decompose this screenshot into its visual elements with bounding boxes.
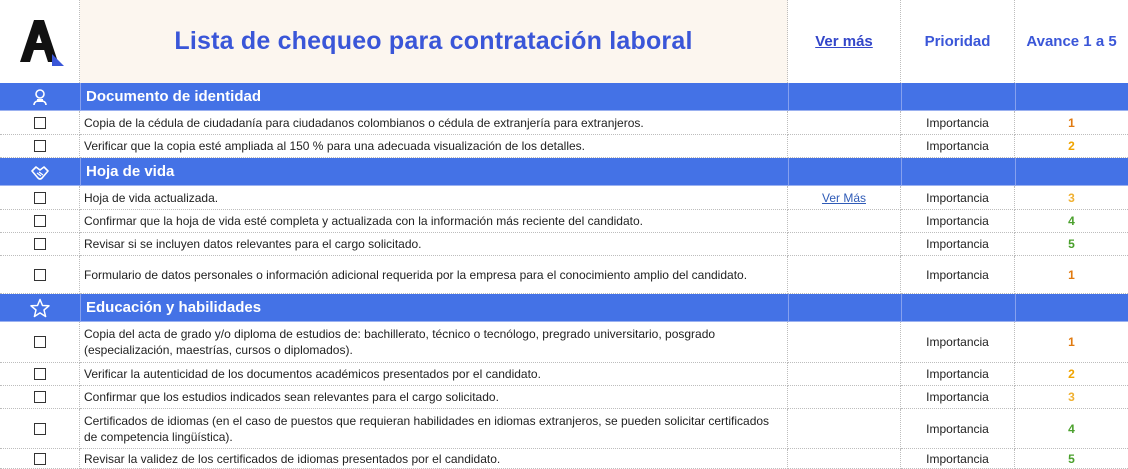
item-text: Revisar la validez de los certificados de idiomas presentados por el candidato. — [84, 451, 501, 466]
section-icon-cell — [0, 294, 80, 322]
prioridad-header: Prioridad — [924, 33, 991, 50]
item-checkbox[interactable] — [34, 117, 46, 129]
ver-mas-link[interactable]: Ver Más — [821, 190, 866, 205]
list-item — [0, 210, 1128, 233]
logo-a-icon — [10, 12, 70, 72]
section-title: Documento de identidad — [86, 88, 262, 105]
progress-level: 4 — [1068, 214, 1075, 228]
avance-header: Avance 1 a 5 — [1026, 33, 1117, 50]
progress-level: 3 — [1068, 390, 1075, 404]
progress-level: 1 — [1068, 335, 1075, 349]
priority-text: Importancia — [926, 335, 989, 349]
progress-level: 5 — [1068, 451, 1075, 466]
item-text: Confirmar que la hoja de vida esté completa y actualizada con la información más reciente del candidato. — [84, 214, 643, 228]
ver-mas-header-link[interactable]: Ver más — [815, 33, 873, 50]
logo — [0, 0, 80, 83]
priority-text: Importancia — [926, 390, 989, 404]
item-checkbox[interactable] — [34, 269, 46, 281]
priority-text: Importancia — [926, 115, 989, 130]
item-checkbox[interactable] — [34, 423, 46, 435]
item-text: Formulario de datos personales o información adicional requerida por la empresa para el conocimiento amplio del candidato. — [84, 267, 748, 282]
priority-text: Importancia — [926, 451, 989, 466]
prioridad-header-cell — [901, 0, 1015, 83]
section-row-educacion — [0, 294, 1128, 322]
list-item — [0, 135, 1128, 158]
priority-text: Importancia — [926, 190, 989, 205]
ver-mas-header-cell — [788, 0, 901, 83]
progress-level: 5 — [1068, 237, 1075, 251]
item-checkbox[interactable] — [34, 192, 46, 204]
item-text: Confirmar que los estudios indicados sean relevantes para el cargo solicitado. — [84, 390, 499, 404]
list-item — [0, 363, 1128, 386]
section-row-documento — [0, 83, 1128, 111]
progress-level: 4 — [1068, 421, 1075, 436]
list-item — [0, 322, 1128, 363]
header-row — [0, 0, 1128, 83]
progress-level: 1 — [1068, 115, 1075, 130]
page-title: Lista de chequeo para contratación laboral — [174, 27, 693, 55]
section-row-hoja-de-vida — [0, 158, 1128, 186]
list-item — [0, 386, 1128, 409]
list-item — [0, 233, 1128, 256]
item-text: Verificar la autenticidad de los documentos académicos presentados por el candidato. — [84, 367, 541, 381]
priority-text: Importancia — [926, 214, 989, 228]
list-item — [0, 409, 1128, 449]
item-checkbox[interactable] — [34, 238, 46, 250]
person-icon — [31, 88, 49, 106]
list-item — [0, 256, 1128, 294]
progress-level: 3 — [1068, 190, 1075, 205]
list-item — [0, 186, 1128, 210]
item-checkbox[interactable] — [34, 140, 46, 152]
item-text: Copia de la cédula de ciudadanía para ciudadanos colombianos o cédula de extranjería para extranjeros. — [84, 115, 644, 130]
progress-level: 1 — [1068, 267, 1075, 282]
item-text: Verificar que la copia esté ampliada al 150 % para una adecuada visualización de los detalles. — [84, 139, 585, 153]
section-icon-cell — [0, 83, 80, 111]
star-icon — [30, 298, 50, 318]
item-checkbox[interactable] — [34, 453, 46, 465]
item-checkbox[interactable] — [34, 336, 46, 348]
list-item — [0, 449, 1128, 469]
handshake-icon — [30, 163, 50, 181]
section-title: Hoja de vida — [86, 163, 175, 180]
item-checkbox[interactable] — [34, 391, 46, 403]
item-checkbox[interactable] — [34, 368, 46, 380]
progress-level: 2 — [1068, 367, 1075, 381]
title-cell — [80, 0, 788, 83]
priority-text: Importancia — [926, 367, 989, 381]
item-text: Hoja de vida actualizada. — [84, 190, 219, 205]
list-item — [0, 111, 1128, 135]
priority-text: Importancia — [926, 267, 989, 282]
priority-text: Importancia — [926, 421, 989, 436]
item-text: Certificados de idiomas (en el caso de puestos que requieran habilidades en idiomas extranjeros, se pueden solicitar certificados de competencia lingüística). — [84, 413, 770, 444]
priority-text: Importancia — [926, 237, 989, 251]
item-checkbox[interactable] — [34, 215, 46, 227]
section-icon-cell — [0, 158, 80, 186]
section-title: Educación y habilidades — [86, 299, 262, 316]
priority-text: Importancia — [926, 139, 989, 153]
item-text: Copia del acta de grado y/o diploma de estudios de: bachillerato, técnico o tecnólogo, pregrado universitario, posgrado (especialización, maestrías, cursos o diplomados). — [84, 327, 716, 357]
avance-header-cell — [1015, 0, 1128, 83]
item-text: Revisar si se incluyen datos relevantes para el cargo solicitado. — [84, 237, 422, 251]
progress-level: 2 — [1068, 139, 1075, 153]
